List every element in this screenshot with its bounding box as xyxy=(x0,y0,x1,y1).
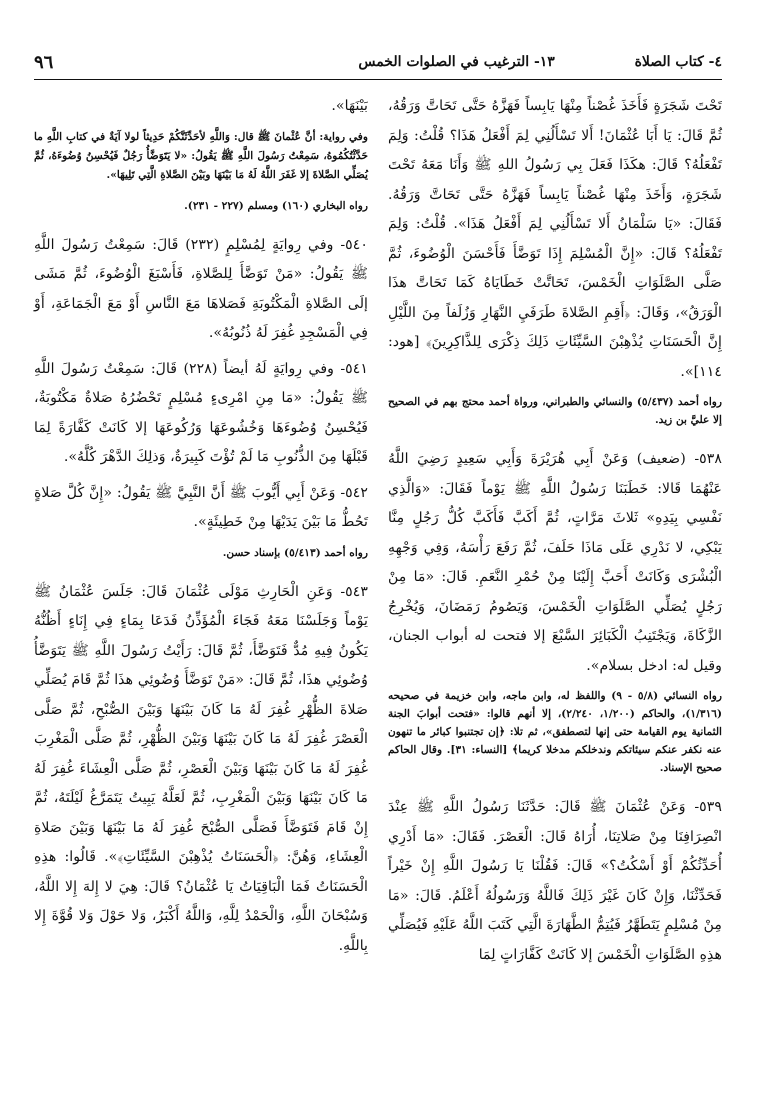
source-citation: رواه البخاري (١٦٠) ومسلم (٢٢٧ - ٢٣١). xyxy=(184,199,368,212)
running-header xyxy=(34,52,722,78)
narration-variant: وفي رواية: أنَّ عُثْمانَ ﷺ قال: وَاللَّهِ لأحَدِّثَنَّكُمْ حَدِيثاً لولا آيَةٌ في كتابِ اللَّهِ ما حَدَّثْتُكُمُوهُ، سَمِعْتُ رَسُولَ اللَّهِ ﷺ يَقُولُ: «لا يَتَوَضَّأُ رَجُلٌ فَيُحْسِنُ وُضُوءَهُ، ثُمَّ يُصَلِّي الصَّلاةَ إلا غَفَرَ اللَّهُ لَهُ مَا بَيْنَهَا وبَيْنَ الصَّلاةِ الَّتِي تَلِيهَا». xyxy=(34,130,368,181)
section-title: ١٣- الترغيب في الصلوات الخمس xyxy=(358,54,555,70)
page-number: ٩٦ xyxy=(34,52,54,73)
source-citation: رواه أحمد (٥/٤٣٧) والنسائي والطبراني، ورواة أحمد محتج بهم في الصحيح إلا عليَّ بن زيد. xyxy=(388,396,722,426)
source-citation: رواه أحمد (٥/٤١٣) بإسناد حسن. xyxy=(222,546,368,559)
left-column xyxy=(34,92,368,967)
hadith-paragraph: ٥٣٨- (ضعيف) وَعَنْ أَبِي هُرَيْرَةَ وَأَبِي سَعِيدٍ رَضِيَ اللَّهُ عَنْهُمَا قَالا: خَطَبَنَا رَسُولُ اللَّهِ ﷺ يَوْماً فَقَالَ: «وَالَّذِي نَفْسِي بِيَدِهِ» ثَلاثَ مَرَّاتٍ، ثُمَّ أَكَبَّ فَأَكَبَّ كُلُّ رَجُلٍ مِنَّا يَبْكِي، لا نَدْرِي عَلَى مَاذَا حَلَفَ، ثُمَّ رَفَعَ رَأْسَهُ، وَفِي وَجْهِهِ الْبُشْرَى وَكَانَتْ أَحَبَّ إِلَيْنَا مِنْ حُمْرِ النَّعَمِ. قَالَ: «مَا مِنْ رَجُلٍ يُصَلِّي الصَّلَوَاتِ الْخَمْسَ، وَيَصُومُ رَمَضَانَ، وَيُخْرِجُ الزَّكَاةَ، وَيَجْتَنِبُ الْكَبَائِرَ السَّبْعَ إلا فتحت له أبواب الجنان، وقيل له: ادخل بسلام». xyxy=(388,451,722,674)
right-column xyxy=(388,92,722,976)
hadith-paragraph: تَحْتَ شَجَرَةٍ فَأَخَذَ غُصْناً مِنْهَا يَابِساً فَهَزَّهُ حَتَّى تَحَاتَّ وَرَقُهُ، ثُمَّ قَالَ: يَا أَبَا عُثْمَانَ! أَلا تَسْأَلُنِي لِمَ أَفْعَلُ هَذَا؟ قُلْتُ: وَلِمَ تَفْعَلُهُ؟ قَالَ: هكَذَا فَعَلَ بِي رَسُولُ اللهِ ﷺ وَأَنَا مَعَهُ تَحْتَ شَجَرَةٍ، وَأَخَذَ مِنْهَا غُصْناً يَابِساً فَهَزَّهُ حَتَّى تَحَاتَّ وَرَقُهُ. فَقَالَ: «يَا سَلْمَانُ أَلا تَسْأَلُنِي لِمَ أَفْعَلُ هَذَا». قُلْتُ: وَلِمَ تَفْعَلُهُ؟ قَالَ: «إِنَّ الْمُسْلِمَ إِذَا تَوَضَّأَ فَأَحْسَنَ الْوُضُوءَ، ثُمَّ صَلَّى الصَّلَوَاتِ الْخَمْسَ، تَحَاتَّتْ خَطَايَاهُ كَمَا تَحَاتَّ هذَا الْوَرَقُ»، وَقَالَ: ﴿أَقِمِ الصَّلاةَ طَرَفَيِ النَّهَارِ وَزُلَفاً مِنَ اللَّيْلِ إِنَّ الْحَسَنَاتِ يُذْهِبْنَ السَّيِّئَاتِ ذَلِكَ ذِكْرَى لِلذَّاكِرِينَ﴾ [هود: ١١٤]». xyxy=(388,98,722,380)
hadith-paragraph: ٥٤٣- وَعَنِ الْحَارِثِ مَوْلَى عُثْمَانَ قَالَ: جَلَسَ عُثْمَانُ ﷺ يَوْماً وَجَلَسْنَا مَعَهُ فَجَاءَ الْمُؤَذِّنُ فَدَعَا بِمَاءٍ فِي إِنَاءٍ أَظُنُّهُ يَكُونُ فِيهِ مُدٌّ فَتَوَضَّأَ، ثُمَّ قَالَ: رَأَيْتُ رَسُولَ اللَّهِ ﷺ يَتَوَضَّأُ وُضُوئِي هذَا، ثُمَّ قَالَ: «مَنْ تَوَضَّأَ وُضُوئِي هذَا ثُمَّ قَامَ يُصَلِّي صَلاةَ الظُّهْرِ غُفِرَ لَهُ مَا كَانَ بَيْنَهَا وَبَيْنَ الصُّبْحِ، ثُمَّ صَلَّى الْعَصْرَ غُفِرَ لَهُ مَا كَانَ بَيْنَهَا وَبَيْنَ الظُّهْرِ، ثُمَّ صَلَّى الْمَغْرِبَ غُفِرَ لَهُ مَا كَانَ بَيْنَهَا وَبَيْنَ الْعَصْرِ، ثُمَّ صَلَّى الْعِشَاءَ غُفِرَ لَهُ مَا كَانَ بَيْنَهَا وَبَيْنَ الْمَغْرِبِ، ثُمَّ لَعَلَّهُ يَبِيتُ يَتَمَرَّغُ لَيْلَتَهُ، ثُمَّ إِنْ قَامَ فَتَوَضَّأَ فَصَلَّى الصُّبْحَ غُفِرَ لَهُ مَا بَيْنَهَا وَبَيْنَ صَلاةِ الْعِشَاءِ، وَهُنَّ: ﴿الْحَسَنَاتُ يُذْهِبْنَ السَّيِّئَاتِ﴾». قَالُوا: هذِهِ الْحَسَنَاتُ فَمَا الْبَاقِيَاتُ يَا عُثْمَانُ؟ قَالَ: هِيَ لا إِلهَ إِلا اللَّهُ، وَسُبْحَانَ اللَّهِ، وَالْحَمْدُ لِلَّهِ، وَاللَّهُ أَكْبَرُ، وَلا حَوْلَ وَلا قُوَّةَ إِلا بِاللَّهِ. xyxy=(34,583,368,954)
hadith-paragraph: ٥٤٠- وفي رِوايَةٍ لِمُسْلِمٍ (٢٣٢) قَالَ: سَمِعْتُ رَسُولَ اللَّهِ ﷺ يَقُولُ: «مَنْ تَوَضَّأَ لِلصَّلاةِ، فَأَسْبَغَ الْوُضُوءَ، ثُمَّ مَشَى إلَى الصَّلاةِ الْمَكْتُوبَةِ فَصَلاهَا مَعَ النَّاسِ أَوْ مَعَ الْجَمَاعَةِ، أَوْ فِي الْمَسْجِدِ غُفِرَ لَهُ ذُنُوبُهُ». xyxy=(34,236,368,341)
hadith-paragraph: ٥٣٩- وَعَنْ عُثْمَانَ ﷺ قَالَ: حَدَّثَنَا رَسُولُ اللَّهِ ﷺ عِنْدَ انْصِرَافِنَا مِنْ صَلاتِنَا، أُرَاهُ قَالَ: الْعَصْرَ. فَقَالَ: «مَا أَدْرِي أُحَدِّثُكُمْ أَوْ أَسْكُتُ؟» قَالَ: فَقُلْنَا يَا رَسُولَ اللَّهِ إِنْ خَيْراً فَحَدِّثْنَا، وَإِنْ كَانَ غَيْرَ ذَلِكَ فَاللَّهُ وَرَسُولُهُ أَعْلَمُ. قَالَ: «مَا مِنْ مُسْلِمٍ يَتَطَهَّرُ فَيُتِمُّ الطَّهَارَةَ الَّتِي كَتَبَ اللَّهُ عَلَيْهِ فَيُصَلِّي هذِهِ الصَّلَوَاتِ الْخَمْسَ إلا كَانَتْ كَفَّارَاتٍ لِمَا xyxy=(388,799,722,963)
source-citation: رواه النسائي (٥/٨ - ٩) واللفظ له، وابن ماجه، وابن خزيمة في صحيحه (١/٣١٦)، والحاكم (١/٢٠٠، ٢/٢٤٠)، إلا أنهم قالوا: «فتحت أبوابَ الجنة الثمانية يوم القيامة حتى إنها لتصطفق»، ثم تلا: ﴿إن تجتنبوا كبائر ما تنهون عنه نكفر عنكم سيئاتكم وندخلكم مدخلا كريما﴾ [النساء: ٣١]. وقال الحاكم صحيح الإسناد. xyxy=(388,690,722,774)
hadith-paragraph: ٥٤٢- وَعَنْ أَبِي أَيُّوبَ ﷺ أَنَّ النَّبِيَّ ﷺ يَقُولُ: «إِنَّ كُلَّ صَلاةٍ تَحُطُّ مَا بَيْنَ يَدَيْهَا مِنْ خَطِيئَةٍ». xyxy=(34,484,368,530)
hadith-paragraph: بَيْنَهَا». xyxy=(331,98,368,114)
header-rule xyxy=(34,79,722,80)
chapter-title: ٤- كتاب الصلاة xyxy=(634,54,722,70)
hadith-paragraph: ٥٤١- وفي رِوايَةٍ لَهُ أيضاً (٢٢٨) قَالَ: سَمِعْتُ رَسُولَ اللَّهِ ﷺ يَقُولُ: «مَا مِنِ امْرِىءٍ مُسْلِمٍ تَحْضُرُهُ صَلاةٌ مَكْتُوبَةٌ، فَيُحْسِنُ وُضُوءَهَا وَخُشُوعَهَا وَرُكُوعَهَا إلا كَانَتْ كَفَّارَةً لِمَا قَبْلَهَا مِنَ الذُّنُوبِ مَا لَمْ تُؤْتَ كَبِيرَةٌ، وَذلِكَ الدَّهْرَ كُلَّهُ». xyxy=(34,360,369,465)
